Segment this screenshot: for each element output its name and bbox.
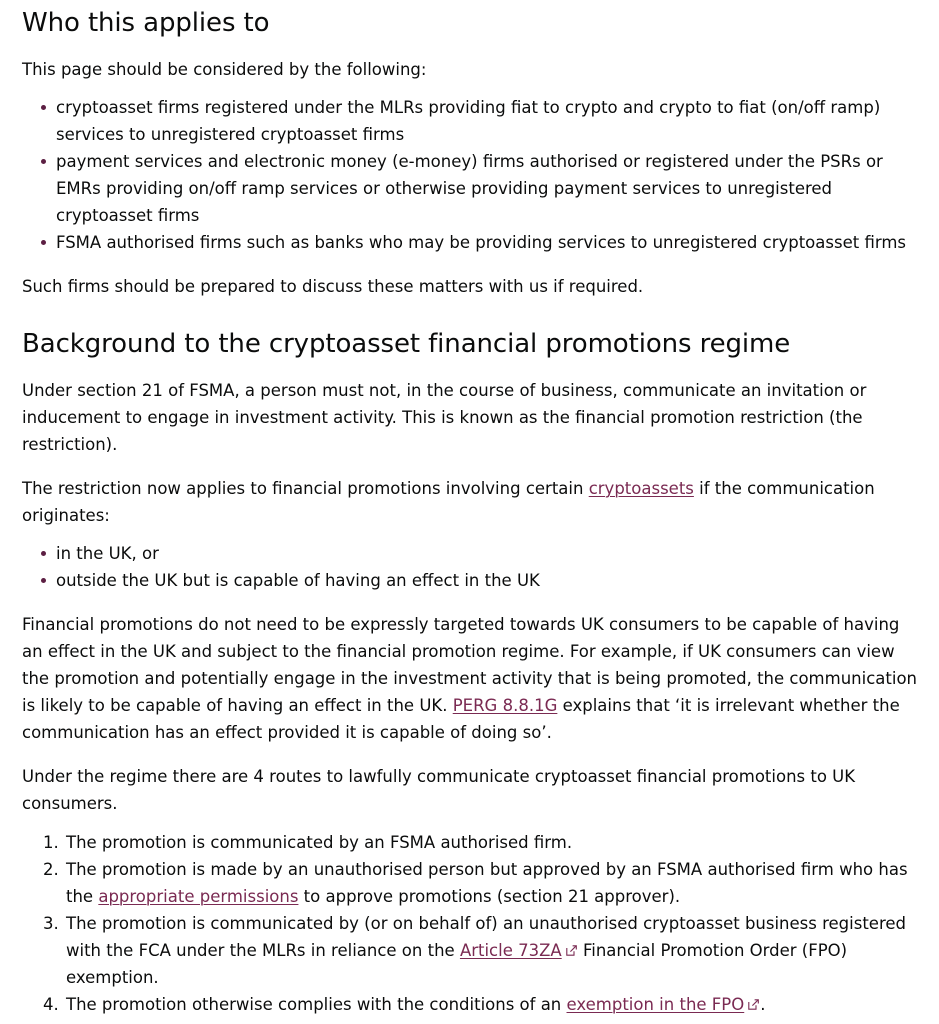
applies-to-bullet-list [22, 94, 918, 256]
link-article-73za[interactable]: Article 73ZA [459, 941, 562, 960]
link-cryptoassets[interactable]: cryptoassets [588, 479, 694, 498]
routes-numbered-list [22, 829, 918, 1018]
list-item [22, 991, 918, 1018]
external-link-icon [566, 945, 577, 956]
route-text-after: to approve promotions (section 21 approver). [298, 887, 681, 906]
external-link-icon [748, 999, 759, 1010]
background-paragraph-1: Under section 21 of FSMA, a person must not, in the course of business, communicate an invitation or inducement to engage in investment activity. This is known as the financial promotion restriction (the restriction). [22, 381, 867, 454]
origination-bullet-list [22, 540, 918, 594]
list-item [22, 829, 918, 856]
intro-paragraph: This page should be considered by the following: [22, 60, 427, 79]
list-item: in the UK, or [22, 540, 918, 567]
link-exemption-in-the-fpo[interactable]: exemption in the FPO [566, 995, 745, 1014]
route-text-after: . [760, 995, 766, 1014]
closing-paragraph: Such firms should be prepared to discuss these matters with us if required. [22, 277, 644, 296]
list-item: outside the UK but is capable of having an effect in the UK [22, 567, 918, 594]
link-perg-8-8-1g[interactable]: PERG 8.8.1G [452, 696, 558, 715]
paragraph-text-before: The restriction now applies to financial promotions involving certain [22, 479, 589, 498]
paragraph-text-after: explains that ‘it is irrelevant whether the communication has an effect provided it is capable of doing so’. [22, 696, 900, 742]
list-item: cryptoasset firms registered under the MLRs providing fiat to crypto and crypto to fiat (on/off ramp) services to unregistered cryptoasset firms [22, 94, 918, 148]
background-paragraph-2 [22, 475, 918, 529]
section-heading-background: Background to the cryptoasset financial promotions regime [22, 329, 791, 359]
background-paragraph-3 [22, 611, 918, 746]
list-item [22, 910, 918, 991]
link-appropriate-permissions[interactable]: appropriate permissions [98, 887, 299, 906]
route-text-after: Financial Promotion Order (FPO) exemption. [66, 941, 848, 987]
list-item: payment services and electronic money (e-money) firms authorised or registered under the PSRs or EMRs providing on/off ramp services or otherwise providing payment services to unregistered cryptoasset firms [22, 148, 918, 229]
paragraph-text-after: if the communication originates: [22, 479, 875, 525]
list-item [22, 856, 918, 910]
route-text-before: The promotion is communicated by an FSMA authorised firm. [66, 833, 573, 852]
paragraph-text-before: Financial promotions do not need to be expressly targeted towards UK consumers to be capable of having an effect in the UK and subject to the financial promotion regime. For example, if UK consumers can view the promotion and potentially engage in the investment activity that is being promoted, the communication is likely to be capable of having an effect in the UK. [22, 615, 917, 715]
route-text-before: The promotion otherwise complies with the conditions of an [66, 995, 567, 1014]
background-paragraph-4: Under the regime there are 4 routes to lawfully communicate cryptoasset financial promotions to UK consumers. [22, 767, 856, 813]
section-heading-who-this-applies-to: Who this applies to [22, 8, 270, 38]
route-text-before: The promotion is made by an unauthorised person but approved by an FSMA authorised firm who has the [66, 860, 908, 906]
route-text-before: The promotion is communicated by (or on behalf of) an unauthorised cryptoasset business registered with the FCA under the MLRs in reliance on the [66, 914, 906, 960]
list-item: FSMA authorised firms such as banks who may be providing services to unregistered cryptoasset firms [22, 229, 918, 256]
